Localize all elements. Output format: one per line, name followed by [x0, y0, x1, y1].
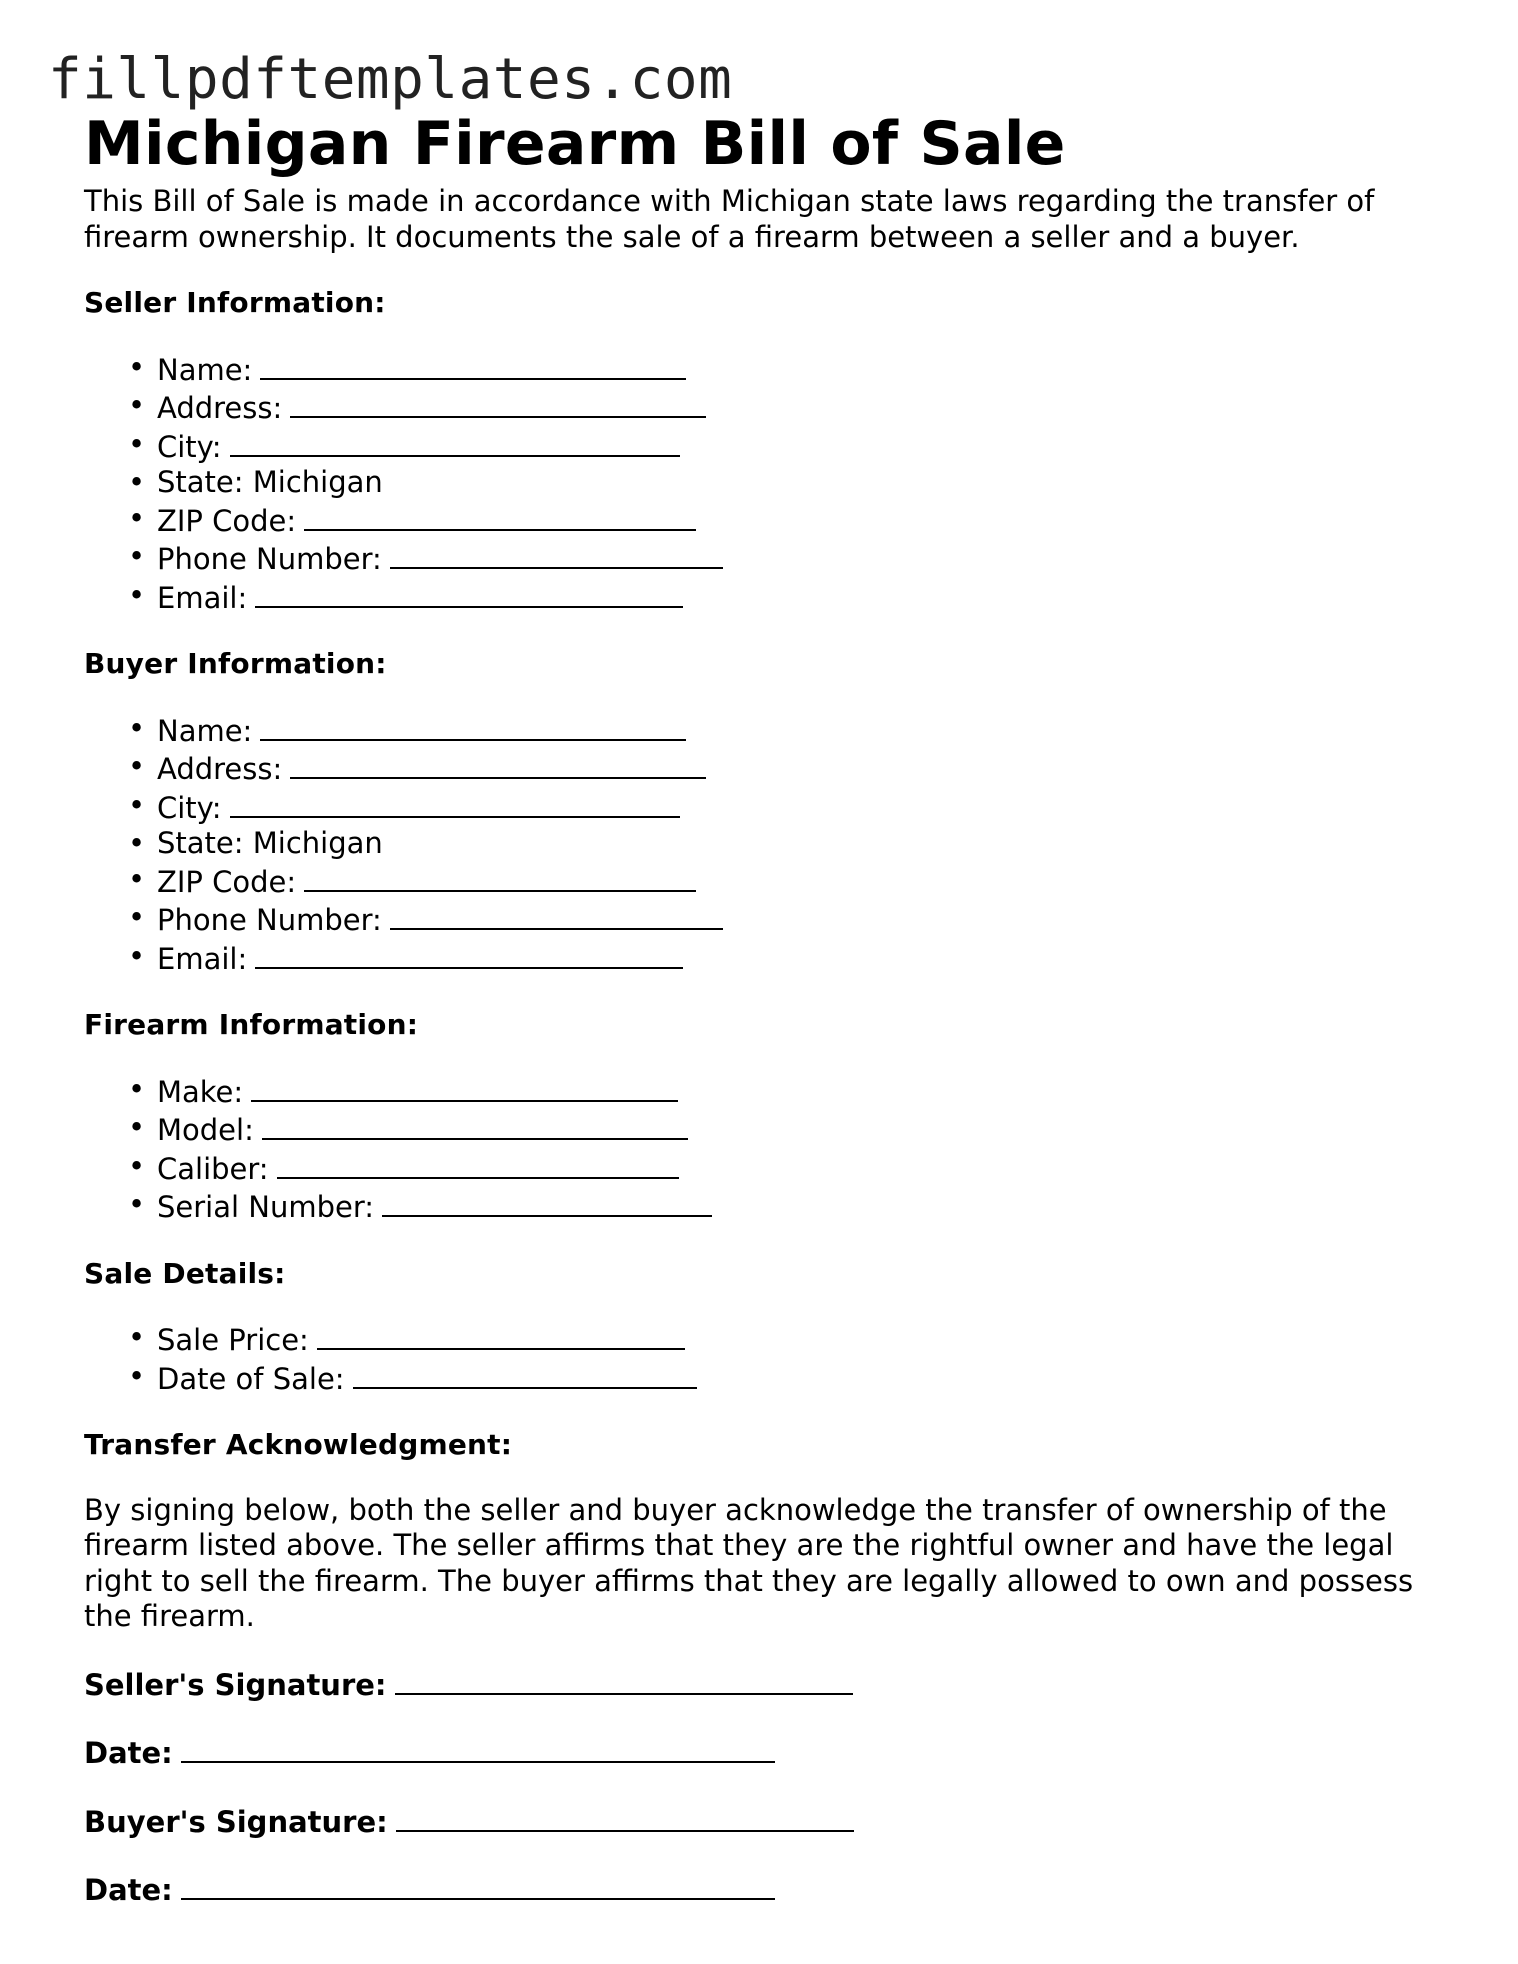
buyer-signature-field[interactable]	[396, 1802, 854, 1832]
seller-state-item	[84, 465, 1444, 501]
buyer-date-field[interactable]	[181, 1870, 775, 1900]
field-label: City:	[157, 790, 222, 825]
seller-zip-item	[84, 501, 1444, 540]
watermark: fillpdftemplates.com	[48, 47, 733, 112]
buyer-email-field[interactable]	[255, 939, 683, 969]
bullet: •	[128, 1320, 146, 1354]
field-label: Email:	[157, 941, 248, 976]
field-label: ZIP Code:	[157, 503, 297, 538]
bullet: •	[128, 500, 146, 535]
buyer-zip-item	[84, 862, 1444, 901]
buyer-address-item	[84, 749, 1444, 788]
bullet: •	[128, 938, 146, 973]
firearm-fields	[84, 1072, 1444, 1226]
sale-price-field[interactable]	[317, 1320, 685, 1350]
seller-zip-field[interactable]	[304, 501, 696, 531]
firearm-caliber-field[interactable]	[277, 1149, 679, 1179]
bullet: •	[128, 787, 146, 822]
seller-phone-item	[84, 539, 1444, 578]
seller-phone-field[interactable]	[390, 539, 723, 569]
field-label: ZIP Code:	[157, 864, 297, 899]
page-title: Michigan Firearm Bill of Sale	[84, 109, 1066, 179]
seller-name-item	[84, 350, 1444, 389]
buyer-name-item	[84, 711, 1444, 750]
bullet: •	[128, 426, 146, 461]
seller-email-item	[84, 578, 1444, 617]
field-label: Make:	[157, 1074, 244, 1109]
bullet: •	[128, 826, 146, 860]
bullet: •	[128, 861, 146, 896]
field-label: Model:	[157, 1113, 254, 1147]
firearm-make-item	[84, 1072, 1444, 1111]
intro-paragraph: This Bill of Sale is made in accordance with Michigan state laws regarding the transfer of firearm ownership. It documents the sale of a firearm between a seller and a buyer.	[84, 184, 1375, 254]
firearm-model-field[interactable]	[262, 1110, 688, 1140]
buyer-signature-label: Buyer's Signature:	[84, 1804, 388, 1839]
transfer-paragraph: By signing below, both the seller and buyer acknowledge the transfer of ownership of the firearm listed above. The seller affirms that they are the rightful owner and have the legal right to sell the firearm. The buyer affirms that they are legally allowed to own and possess the firearm.	[84, 1492, 1414, 1633]
seller-city-item	[84, 427, 1444, 466]
field-label: Phone Number:	[157, 903, 382, 937]
bullet: •	[128, 465, 146, 499]
field-label: State: Michigan	[157, 826, 383, 860]
bullet: •	[128, 1187, 146, 1221]
bullet: •	[128, 539, 146, 573]
seller-signature-label: Seller's Signature:	[84, 1667, 387, 1702]
bullet: •	[128, 1358, 146, 1393]
bullet: •	[128, 749, 146, 783]
seller-address-field[interactable]	[290, 388, 706, 418]
buyer-phone-field[interactable]	[390, 900, 723, 930]
seller-name-field[interactable]	[260, 350, 686, 380]
sale-heading: Sale Details:	[84, 1256, 286, 1290]
sale-date-item	[84, 1359, 1444, 1398]
seller-date-line	[84, 1733, 1444, 1772]
field-label: Name:	[157, 713, 253, 748]
field-label: State: Michigan	[157, 465, 383, 499]
buyer-fields	[84, 711, 1444, 978]
buyer-heading: Buyer Information:	[84, 647, 387, 680]
buyer-email-item	[84, 939, 1444, 978]
bullet: •	[128, 1110, 146, 1144]
firearm-serial-field[interactable]	[382, 1187, 712, 1217]
firearm-model-item	[84, 1110, 1444, 1149]
buyer-date-label: Date:	[84, 1873, 173, 1907]
field-label: Email:	[157, 580, 248, 615]
buyer-phone-item	[84, 900, 1444, 939]
sale-price-item	[84, 1320, 1444, 1359]
seller-date-field[interactable]	[181, 1733, 775, 1763]
seller-city-field[interactable]	[230, 427, 680, 457]
buyer-name-field[interactable]	[260, 711, 686, 741]
field-label: City:	[157, 429, 222, 464]
seller-address-item	[84, 388, 1444, 427]
seller-email-field[interactable]	[255, 578, 683, 608]
seller-heading: Seller Information:	[84, 286, 386, 319]
field-label: Phone Number:	[157, 542, 382, 576]
sale-fields	[84, 1320, 1444, 1397]
field-label: Serial Number:	[157, 1190, 375, 1224]
field-label: Caliber:	[157, 1151, 269, 1186]
firearm-serial-item	[84, 1187, 1444, 1226]
bullet: •	[128, 1071, 146, 1106]
buyer-city-item	[84, 788, 1444, 827]
bullet: •	[128, 900, 146, 934]
document	[84, 104, 1444, 1909]
seller-signature-field[interactable]	[395, 1665, 853, 1695]
field-label: Address:	[157, 752, 283, 786]
sale-date-field[interactable]	[353, 1359, 697, 1389]
firearm-caliber-item	[84, 1149, 1444, 1188]
field-label: Date of Sale:	[157, 1361, 345, 1396]
bullet: •	[128, 710, 146, 745]
field-label: Name:	[157, 352, 253, 387]
transfer-heading: Transfer Acknowledgment:	[84, 1428, 513, 1461]
buyer-state-item	[84, 826, 1444, 862]
field-label: Address:	[157, 391, 283, 425]
bullet: •	[128, 349, 146, 384]
seller-signature-line	[84, 1665, 1444, 1704]
seller-fields	[84, 350, 1444, 617]
buyer-signature-line	[84, 1802, 1444, 1841]
buyer-address-field[interactable]	[290, 749, 706, 779]
field-label: Sale Price:	[157, 1323, 309, 1357]
bullet: •	[128, 577, 146, 612]
bullet: •	[128, 1148, 146, 1183]
firearm-heading: Firearm Information:	[84, 1008, 419, 1041]
bullet: •	[128, 388, 146, 422]
buyer-city-field[interactable]	[230, 788, 680, 818]
buyer-date-line	[84, 1870, 1444, 1909]
firearm-make-field[interactable]	[251, 1072, 678, 1102]
buyer-zip-field[interactable]	[304, 862, 696, 892]
seller-date-label: Date:	[84, 1736, 173, 1770]
